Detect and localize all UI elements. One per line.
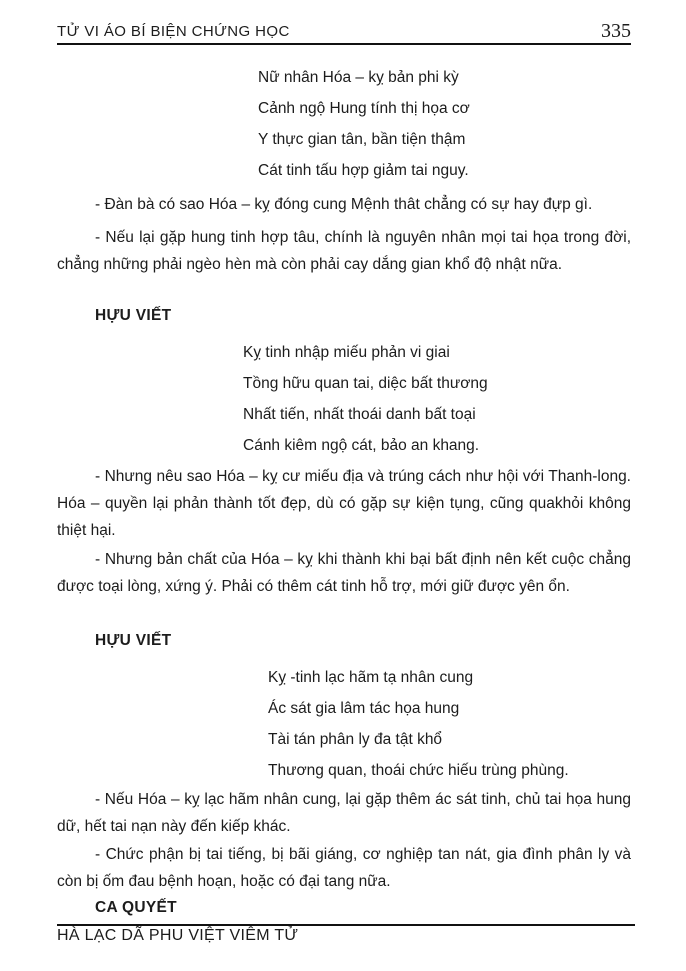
paragraph: - Nếu Hóa – kỵ lạc hãm nhân cung, lại gặp thêm ác sát tinh, chủ tai họa hung dữ, hết tai nạn này đến kiếp khác. [57, 791, 631, 835]
verse-block-3 [268, 662, 631, 786]
verse-line: Kỵ -tinh lạc hãm tạ nhân cung [268, 669, 474, 686]
footer-author: HÀ LẠC DÃ PHU VIỆT VIÊM TỬ [57, 927, 299, 944]
running-title: TỬ VI ÁO BÍ BIỆN CHỨNG HỌC [57, 23, 290, 40]
verse-line: Tài tán phân ly đa tật khổ [268, 731, 443, 748]
verse-line: Thương quan, thoái chức hiếu trùng phùng. [268, 762, 569, 779]
paragraph: - Đàn bà có sao Hóa – kỵ đóng cung Mệnh thât chẳng có sự hay đựp gì. [95, 196, 593, 213]
verse-line: Y thực gian tân, bần tiện thậm [258, 131, 466, 148]
verse-line: Nữ nhân Hóa – kỵ bản phi kỳ [258, 69, 459, 86]
paragraph: - Chức phận bị tai tiếng, bị bãi giáng, cơ nghiệp tan nát, gia đình phân ly và còn bị ốm đau bệnh hoạn, hoặc có đại tang nữa. [57, 846, 631, 890]
verse-line: Ác sát gia lâm tác họa hung [268, 700, 460, 717]
page-number: 335 [601, 20, 631, 42]
paragraph: - Nếu lại gặp hung tinh hợp tâu, chính là nguyên nhân mọi tai họa trong đời, chẳng những phải ngèo hèn mà còn phải cay dắng gian khổ độ nhật nữa. [57, 229, 631, 273]
verse-line: Tồng hữu quan tai, diệc bất thương [243, 375, 488, 392]
verse-line: Kỵ tinh nhập miếu phản vi giai [243, 344, 450, 361]
page-content [57, 56, 631, 918]
verse-line: Cát tinh tấu hợp giảm tai nguy. [258, 162, 469, 179]
verse-block-2 [243, 337, 631, 461]
verse-line: Cảnh ngộ Hung tính thị họa cơ [258, 100, 470, 117]
paragraph: - Nhưng nêu sao Hóa – kỵ cư miếu địa và trúng cách như hội với Thanh-long. Hóa – quyền lại phản thành tốt đẹp, dù có gặp sự kiện tụng, cũng quakhỏi không thiệt hại. [57, 468, 631, 539]
section-heading-ca-quyet: CA QUYẾT [95, 899, 177, 916]
verse-block-1 [258, 62, 631, 186]
page-footer [57, 924, 635, 945]
verse-line: Nhất tiến, nhất thoái danh bất toại [243, 406, 476, 423]
paragraph: - Nhưng bản chất của Hóa – kỵ khi thành khi bại bất định nên kết cuộc chẳng được toại lòng, xứng ý. Phải có thêm cát tinh hỗ trợ, mới giữ được yên ổn. [57, 551, 631, 595]
verse-line: Cánh kiêm ngộ cát, bảo an khang. [243, 437, 480, 454]
section-heading-huu-viet-1: HỰU VIẾT [95, 307, 172, 324]
section-heading-huu-viet-2: HỰU VIẾT [95, 632, 172, 649]
page-header [57, 22, 631, 45]
